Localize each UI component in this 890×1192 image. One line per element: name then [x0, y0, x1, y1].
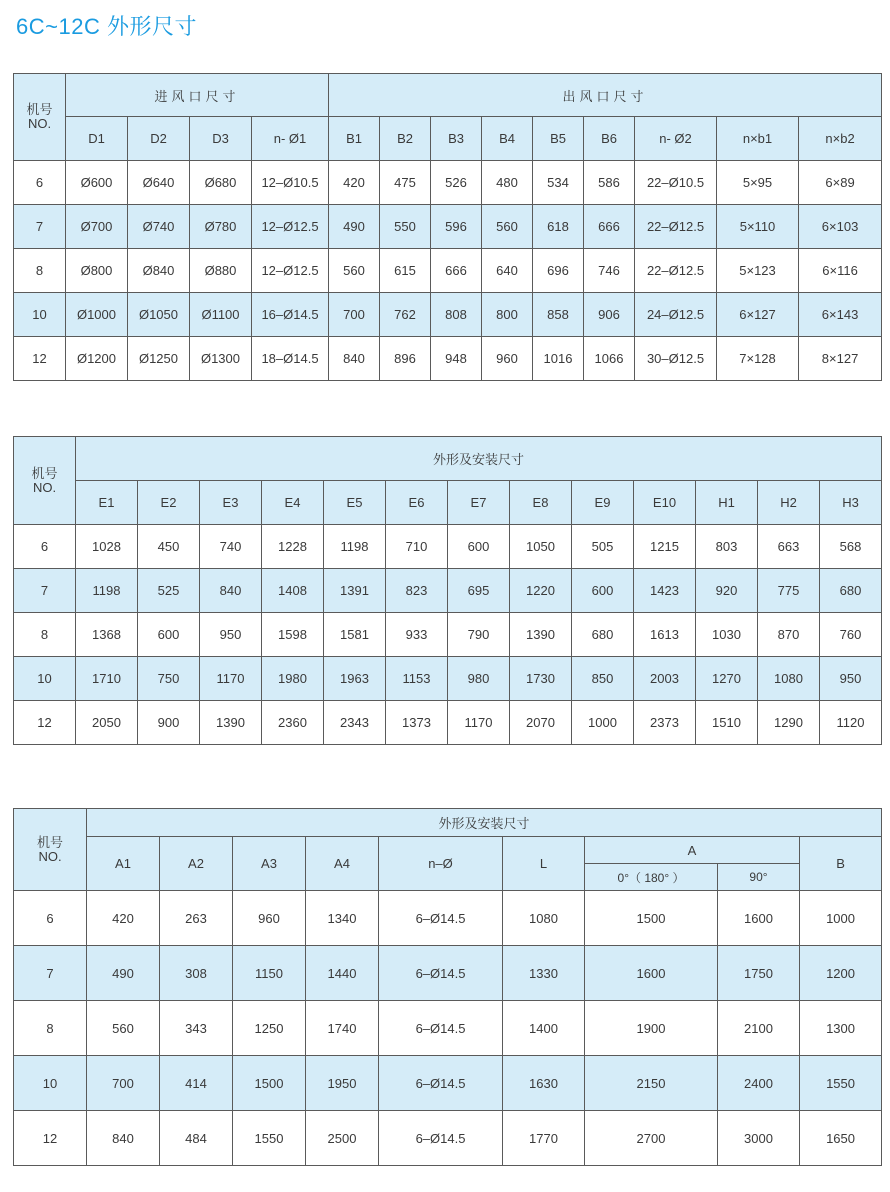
col-header: E2 [138, 481, 200, 525]
table-cell: 2100 [718, 1001, 800, 1056]
table-cell: Ø640 [128, 161, 190, 205]
table-row [14, 569, 882, 613]
table-cell: 1600 [585, 946, 718, 1001]
table-cell: 695 [448, 569, 510, 613]
table-cell: 700 [87, 1056, 160, 1111]
col-header: B1 [329, 117, 380, 161]
table-cell: 680 [820, 569, 882, 613]
table-row [14, 657, 882, 701]
table-cell: 1650 [800, 1111, 882, 1166]
table-cell: 490 [329, 205, 380, 249]
table-cell: 6–Ø14.5 [379, 1001, 503, 1056]
col-header: D2 [128, 117, 190, 161]
col-header: D1 [66, 117, 128, 161]
table-row [14, 1001, 882, 1056]
table-cell: 5×95 [717, 161, 799, 205]
sub-header-a-0deg: 0°（ 180° ） [585, 864, 718, 891]
table-cell: 450 [138, 525, 200, 569]
machine-no-cell: 7 [14, 205, 66, 249]
table-cell: 1120 [820, 701, 882, 745]
table-cell: 1550 [233, 1111, 306, 1166]
table-cell: 663 [758, 525, 820, 569]
table-cell: 568 [820, 525, 882, 569]
table-cell: 22–Ø12.5 [635, 249, 717, 293]
table-cell: 308 [160, 946, 233, 1001]
table-cell: 1028 [76, 525, 138, 569]
outlet-group-header: 出风口尺寸 [329, 74, 882, 117]
table-cell: 600 [572, 569, 634, 613]
table-cell: 8×127 [799, 337, 882, 381]
table-cell: Ø780 [190, 205, 252, 249]
machine-no-cell: 6 [14, 525, 76, 569]
table-cell: 933 [386, 613, 448, 657]
col-header: H1 [696, 481, 758, 525]
machine-no-header: 机号 NO. [14, 437, 76, 525]
table-cell: 5×110 [717, 205, 799, 249]
table-cell: 615 [380, 249, 431, 293]
table-cell: 1000 [800, 891, 882, 946]
col-header: A1 [87, 837, 160, 891]
table-cell: 1150 [233, 946, 306, 1001]
table-row [14, 613, 882, 657]
table-cell: Ø1000 [66, 293, 128, 337]
table-cell: 3000 [718, 1111, 800, 1166]
machine-no-cell: 6 [14, 891, 87, 946]
table-cell: 762 [380, 293, 431, 337]
table-cell: Ø680 [190, 161, 252, 205]
table-cell: 2500 [306, 1111, 379, 1166]
table-cell: 22–Ø12.5 [635, 205, 717, 249]
machine-no-cell: 10 [14, 293, 66, 337]
page-title: 6C~12C 外形尺寸 [16, 14, 197, 39]
table-row [14, 337, 882, 381]
col-header: E9 [572, 481, 634, 525]
table-cell: Ø1200 [66, 337, 128, 381]
table-cell: 1050 [510, 525, 572, 569]
table-cell: 1500 [585, 891, 718, 946]
table-cell: 1340 [306, 891, 379, 946]
table-cell: 700 [329, 293, 380, 337]
table-cell: 12–Ø12.5 [252, 205, 329, 249]
table-cell: 6×103 [799, 205, 882, 249]
machine-no-cell: 8 [14, 1001, 87, 1056]
col-header: D3 [190, 117, 252, 161]
table-row [14, 161, 882, 205]
table-row [14, 701, 882, 745]
table-cell: 6×116 [799, 249, 882, 293]
table-cell: 790 [448, 613, 510, 657]
table-cell: 600 [138, 613, 200, 657]
table-cell: Ø1300 [190, 337, 252, 381]
table-cell: 263 [160, 891, 233, 946]
table-cell: 2343 [324, 701, 386, 745]
table-cell: 1198 [76, 569, 138, 613]
col-header: B4 [482, 117, 533, 161]
table-cell: 2360 [262, 701, 324, 745]
table-cell: 1510 [696, 701, 758, 745]
table-cell: 475 [380, 161, 431, 205]
table-cell: 1500 [233, 1056, 306, 1111]
col-header: H2 [758, 481, 820, 525]
table-cell: 1963 [324, 657, 386, 701]
table-cell: 480 [482, 161, 533, 205]
outline-group-header: 外形及安装尺寸 [76, 437, 882, 481]
machine-no-cell: 8 [14, 613, 76, 657]
table-cell: 343 [160, 1001, 233, 1056]
table-cell: 1000 [572, 701, 634, 745]
table-cell: 526 [431, 161, 482, 205]
col-header: E5 [324, 481, 386, 525]
table-cell: Ø740 [128, 205, 190, 249]
table-cell: 1770 [503, 1111, 585, 1166]
table-cell: 1423 [634, 569, 696, 613]
table-cell: 1400 [503, 1001, 585, 1056]
table-cell: 840 [87, 1111, 160, 1166]
table-cell: 6–Ø14.5 [379, 891, 503, 946]
table-cell: 800 [482, 293, 533, 337]
table-cell: 534 [533, 161, 584, 205]
table-cell: 2400 [718, 1056, 800, 1111]
table-cell: 586 [584, 161, 635, 205]
table-cell: 484 [160, 1111, 233, 1166]
column-header-row [14, 481, 882, 525]
table-cell: 420 [87, 891, 160, 946]
col-header: B3 [431, 117, 482, 161]
table-cell: Ø880 [190, 249, 252, 293]
table-cell: 2050 [76, 701, 138, 745]
table-cell: 900 [138, 701, 200, 745]
table-cell: 950 [200, 613, 262, 657]
table-cell: 414 [160, 1056, 233, 1111]
column-header-row [14, 117, 882, 161]
table-cell: 2373 [634, 701, 696, 745]
table-cell: 1740 [306, 1001, 379, 1056]
table-cell: 2070 [510, 701, 572, 745]
col-header-a: A [585, 837, 800, 864]
table-cell: 1220 [510, 569, 572, 613]
table-cell: 1390 [200, 701, 262, 745]
table-row [14, 293, 882, 337]
table-cell: 420 [329, 161, 380, 205]
col-header: E8 [510, 481, 572, 525]
table-cell: 1030 [696, 613, 758, 657]
table-cell: 1170 [200, 657, 262, 701]
table-cell: 746 [584, 249, 635, 293]
table-cell: 1750 [718, 946, 800, 1001]
table-cell: 525 [138, 569, 200, 613]
table-cell: 980 [448, 657, 510, 701]
table-cell: 1598 [262, 613, 324, 657]
table-cell: 1153 [386, 657, 448, 701]
col-header: E6 [386, 481, 448, 525]
table-row [14, 891, 882, 946]
table-cell: 1373 [386, 701, 448, 745]
table-cell: 696 [533, 249, 584, 293]
table-cell: Ø1050 [128, 293, 190, 337]
table-cell: 2700 [585, 1111, 718, 1166]
table-cell: 823 [386, 569, 448, 613]
col-header: B5 [533, 117, 584, 161]
table-cell: Ø700 [66, 205, 128, 249]
machine-no-cell: 10 [14, 657, 76, 701]
table-cell: 24–Ø12.5 [635, 293, 717, 337]
table-cell: 596 [431, 205, 482, 249]
table-cell: 1066 [584, 337, 635, 381]
table-cell: 870 [758, 613, 820, 657]
col-header: A4 [306, 837, 379, 891]
table-cell: 1581 [324, 613, 386, 657]
table-cell: 560 [329, 249, 380, 293]
table-cell: 560 [87, 1001, 160, 1056]
table-row [14, 1056, 882, 1111]
col-header: n- Ø2 [635, 117, 717, 161]
table-cell: 1200 [800, 946, 882, 1001]
table-cell: 760 [820, 613, 882, 657]
table-cell: 1080 [758, 657, 820, 701]
table-cell: 6–Ø14.5 [379, 946, 503, 1001]
table-cell: 618 [533, 205, 584, 249]
table-cell: 1710 [76, 657, 138, 701]
table-cell: Ø800 [66, 249, 128, 293]
table-cell: 1980 [262, 657, 324, 701]
table-cell: 1228 [262, 525, 324, 569]
table-cell: 1613 [634, 613, 696, 657]
machine-no-header: 机号 NO. [14, 809, 87, 891]
table-cell: 12–Ø12.5 [252, 249, 329, 293]
col-header: L [503, 837, 585, 891]
col-header: E7 [448, 481, 510, 525]
table-cell: 1900 [585, 1001, 718, 1056]
outline-installation-dimensions-table-a-b [13, 808, 882, 1166]
table-cell: 1440 [306, 946, 379, 1001]
col-header: A3 [233, 837, 306, 891]
table-cell: 1080 [503, 891, 585, 946]
col-header: E1 [76, 481, 138, 525]
table-cell: 740 [200, 525, 262, 569]
col-header: H3 [820, 481, 882, 525]
machine-no-cell: 6 [14, 161, 66, 205]
table-cell: 22–Ø10.5 [635, 161, 717, 205]
table-cell: 7×128 [717, 337, 799, 381]
col-header: A2 [160, 837, 233, 891]
table-cell: 858 [533, 293, 584, 337]
col-header: B2 [380, 117, 431, 161]
machine-no-cell: 10 [14, 1056, 87, 1111]
table-cell: 808 [431, 293, 482, 337]
col-header: n×b2 [799, 117, 882, 161]
table-cell: 6–Ø14.5 [379, 1111, 503, 1166]
table-cell: Ø600 [66, 161, 128, 205]
machine-no-cell: 8 [14, 249, 66, 293]
table-cell: 5×123 [717, 249, 799, 293]
outline-installation-dimensions-table-e-h [13, 436, 882, 745]
table-cell: 6–Ø14.5 [379, 1056, 503, 1111]
table-cell: 1368 [76, 613, 138, 657]
table-cell: 1550 [800, 1056, 882, 1111]
table-row [14, 249, 882, 293]
table-cell: Ø1250 [128, 337, 190, 381]
table-cell: 16–Ø14.5 [252, 293, 329, 337]
table-cell: 960 [482, 337, 533, 381]
col-header: E3 [200, 481, 262, 525]
table-cell: 1016 [533, 337, 584, 381]
table-cell: 840 [329, 337, 380, 381]
table-cell: 775 [758, 569, 820, 613]
table-cell: 30–Ø12.5 [635, 337, 717, 381]
table-cell: 1290 [758, 701, 820, 745]
outline-group-header: 外形及安装尺寸 [87, 809, 882, 837]
table-cell: 1215 [634, 525, 696, 569]
table-row [14, 205, 882, 249]
table-cell: 6×127 [717, 293, 799, 337]
table-cell: 1391 [324, 569, 386, 613]
table-cell: 666 [431, 249, 482, 293]
col-header: B [800, 837, 882, 891]
table-cell: 1600 [718, 891, 800, 946]
table-cell: 803 [696, 525, 758, 569]
table-cell: 600 [448, 525, 510, 569]
machine-no-header: 机号 NO. [14, 74, 66, 161]
table-cell: 640 [482, 249, 533, 293]
table-cell: 948 [431, 337, 482, 381]
table-cell: 1270 [696, 657, 758, 701]
table-cell: 560 [482, 205, 533, 249]
table-cell: 920 [696, 569, 758, 613]
table-cell: 1300 [800, 1001, 882, 1056]
table-cell: 490 [87, 946, 160, 1001]
table-cell: 18–Ø14.5 [252, 337, 329, 381]
table-cell: 1330 [503, 946, 585, 1001]
table-cell: 680 [572, 613, 634, 657]
machine-no-cell: 7 [14, 569, 76, 613]
col-header: n–Ø [379, 837, 503, 891]
machine-no-cell: 12 [14, 337, 66, 381]
machine-no-cell: 7 [14, 946, 87, 1001]
table-cell: Ø840 [128, 249, 190, 293]
table-cell: 896 [380, 337, 431, 381]
table-cell: 960 [233, 891, 306, 946]
table-cell: 950 [820, 657, 882, 701]
table-cell: 1250 [233, 1001, 306, 1056]
machine-no-cell: 12 [14, 1111, 87, 1166]
col-header: E10 [634, 481, 696, 525]
table-row [14, 525, 882, 569]
table-cell: 1408 [262, 569, 324, 613]
machine-no-cell: 12 [14, 701, 76, 745]
table-cell: 6×89 [799, 161, 882, 205]
table-row [14, 1111, 882, 1166]
table-cell: 505 [572, 525, 634, 569]
table-cell: 850 [572, 657, 634, 701]
table-cell: 2150 [585, 1056, 718, 1111]
table-cell: 666 [584, 205, 635, 249]
table-cell: 840 [200, 569, 262, 613]
table-row [14, 946, 882, 1001]
table-cell: Ø1100 [190, 293, 252, 337]
table-cell: 906 [584, 293, 635, 337]
table-cell: 1170 [448, 701, 510, 745]
table-cell: 1630 [503, 1056, 585, 1111]
sub-header-a-90deg: 90° [718, 864, 800, 891]
inlet-group-header: 进风口尺寸 [66, 74, 329, 117]
table-cell: 2003 [634, 657, 696, 701]
table-cell: 12–Ø10.5 [252, 161, 329, 205]
table-cell: 550 [380, 205, 431, 249]
col-header: B6 [584, 117, 635, 161]
table-cell: 1730 [510, 657, 572, 701]
col-header: n- Ø1 [252, 117, 329, 161]
table-cell: 1198 [324, 525, 386, 569]
table-cell: 710 [386, 525, 448, 569]
col-header: n×b1 [717, 117, 799, 161]
inlet-outlet-dimensions-table [13, 73, 882, 381]
table-cell: 1390 [510, 613, 572, 657]
col-header: E4 [262, 481, 324, 525]
table-cell: 1950 [306, 1056, 379, 1111]
table-cell: 750 [138, 657, 200, 701]
table-cell: 6×143 [799, 293, 882, 337]
